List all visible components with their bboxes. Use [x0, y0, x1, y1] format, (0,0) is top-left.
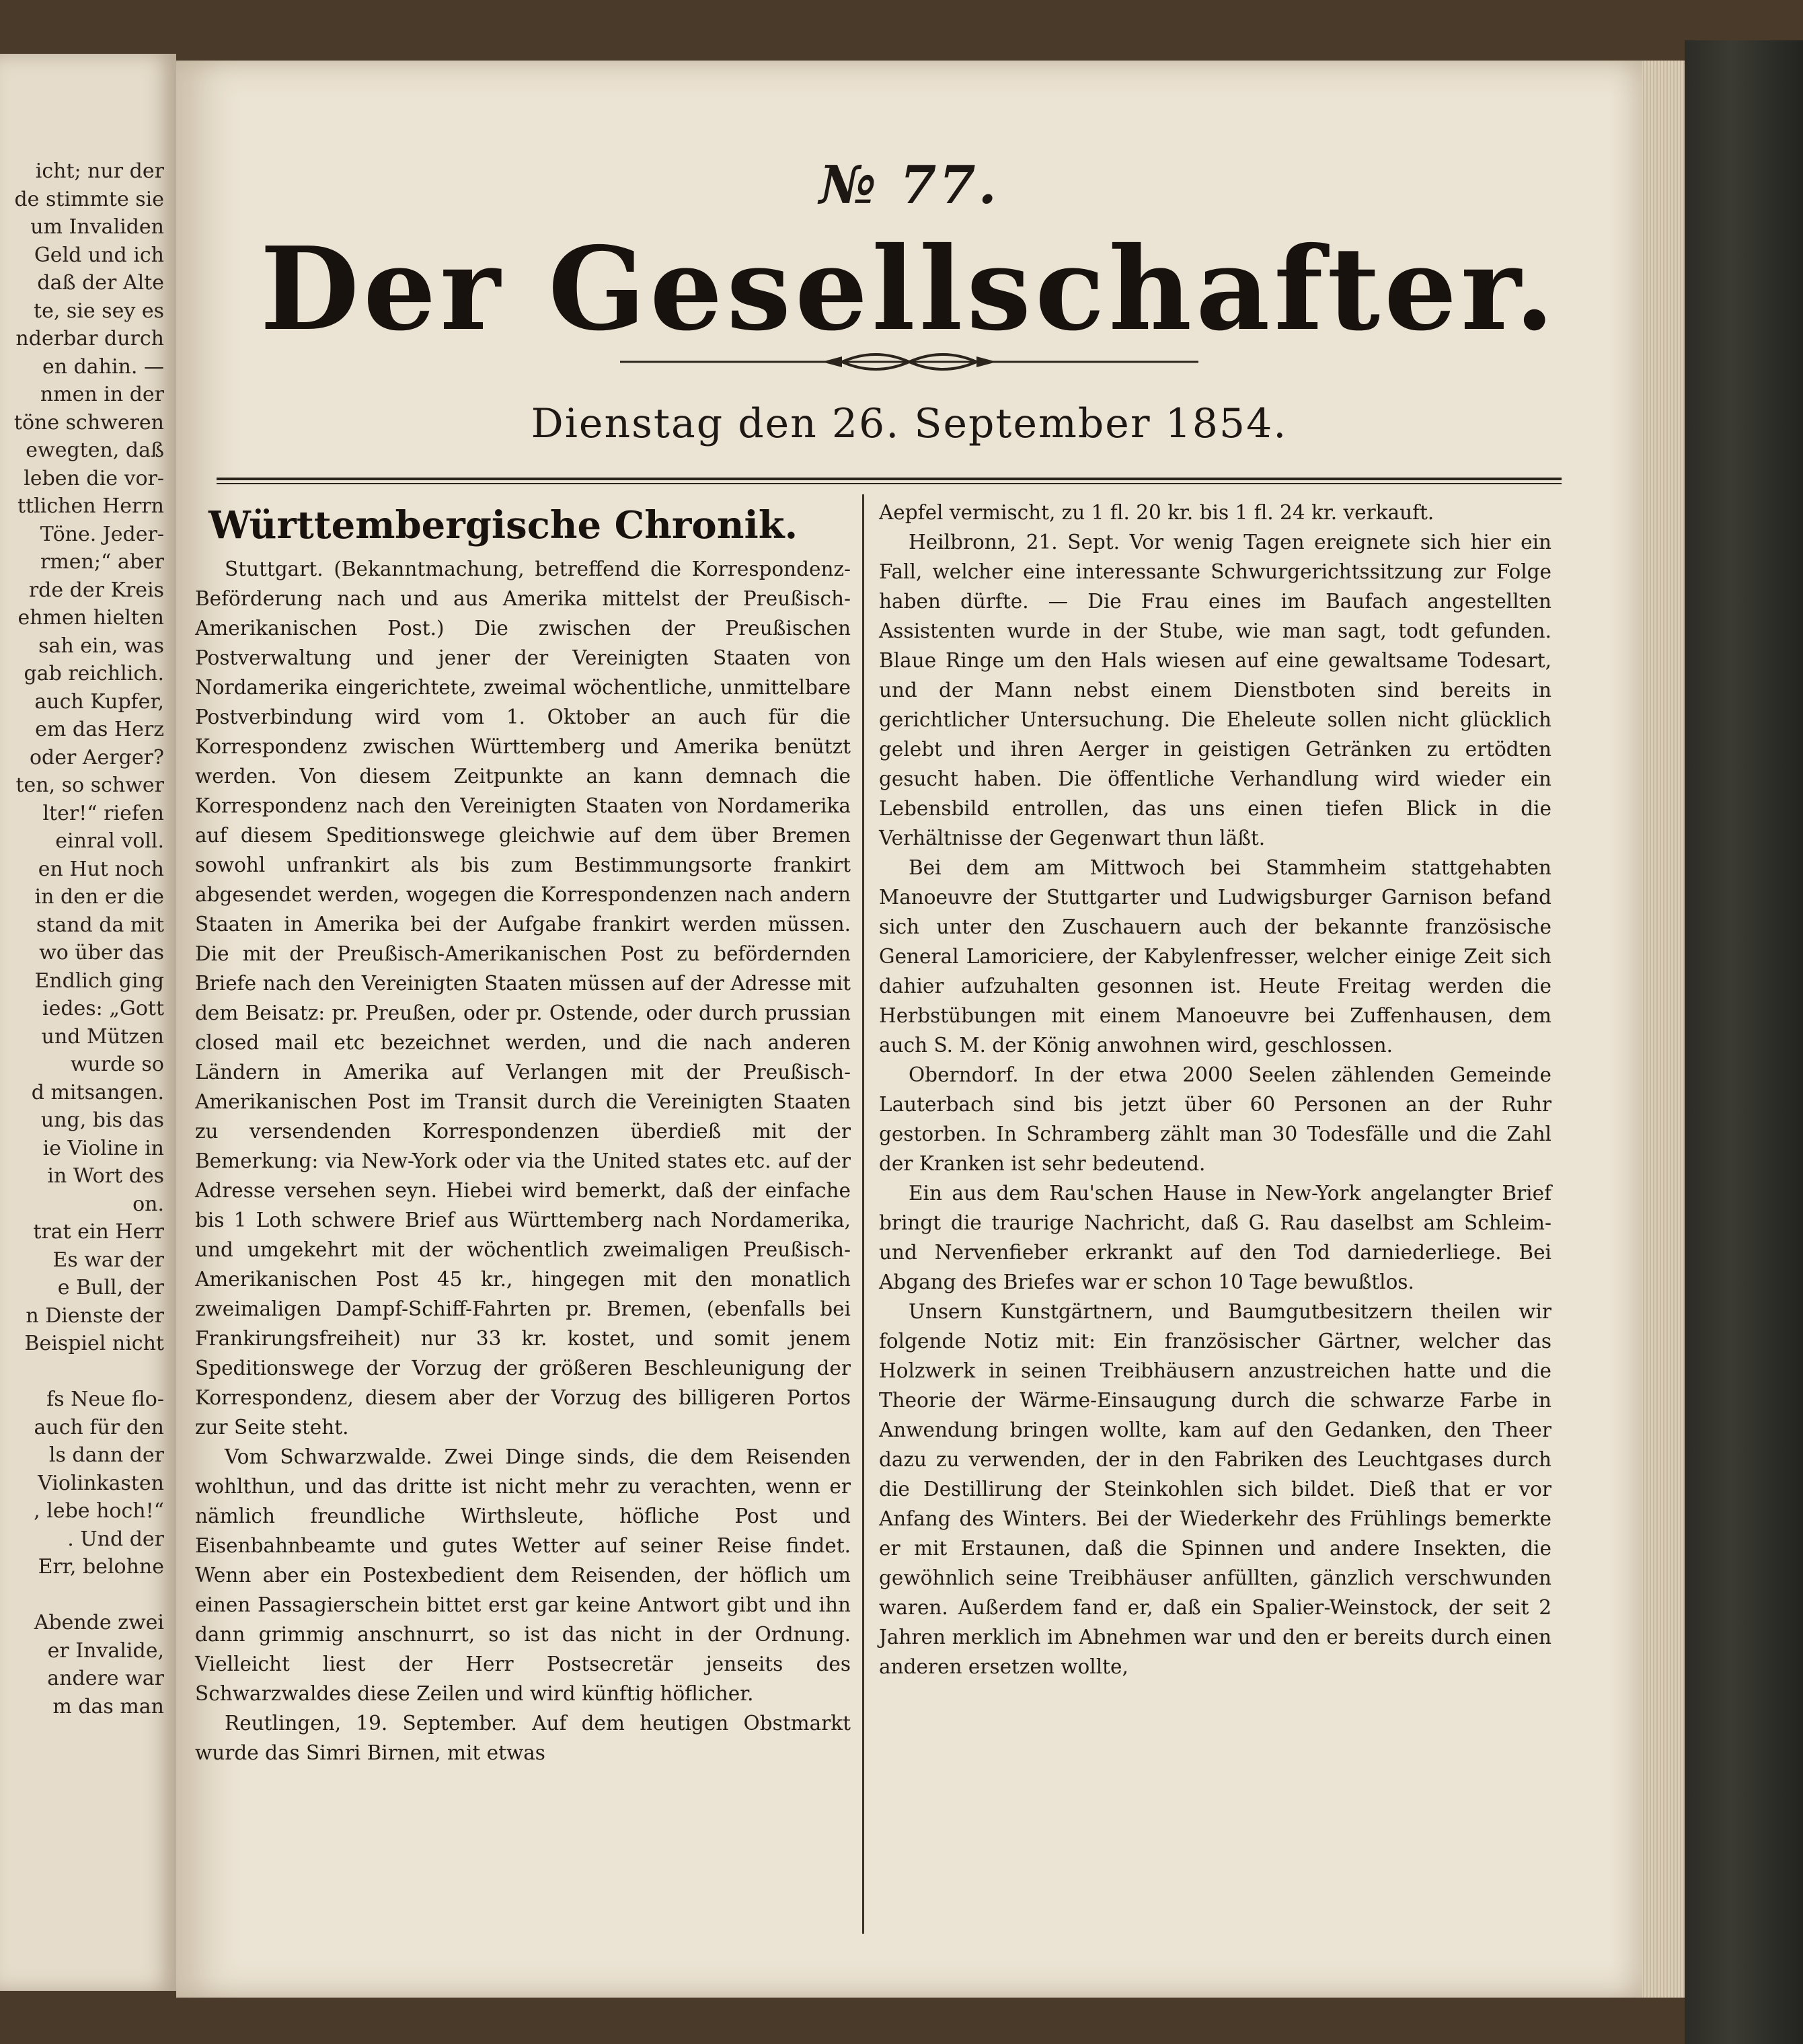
left-page-line: fs Neue flo- — [46, 1388, 164, 1411]
header-rule-thin — [217, 483, 1562, 484]
left-page-line: em das Herz — [35, 718, 164, 741]
left-page-line: ehmen hielten — [17, 606, 164, 630]
left-page-line: on. — [132, 1192, 164, 1216]
left-page-line: Violinkasten — [38, 1471, 164, 1495]
book-cover — [1685, 40, 1803, 2044]
article-reutlingen-cont: Aepfel vermischt, zu 1 fl. 20 kr. bis 1 fl. 24 kr. verkauft. — [879, 501, 1434, 524]
left-page-line: stand da mit — [36, 913, 164, 937]
left-page-line: in den er die — [34, 885, 164, 909]
left-page-line: de stimmte sie — [14, 187, 164, 211]
left-page-line: töne schweren — [13, 410, 164, 434]
article-manoeuvre: Bei dem am Mittwoch bei Stammheim stattgehabten Manoeuvre der Stuttgarter und Ludwigsburger Garnison befand sich unter den Zuschauern auch der bekannte französische General Lamoriciere, der Kabylenfresser, welcher einige Zeit sich dahier aufzuhalten gesonnen ist. Heute Freitag werden die Herbstübungen mit einem Manoeuvre bei Zuffenhausen, dem auch S. M. der König anwohnen wird, geschlossen. — [879, 856, 1551, 1057]
left-page-line: daß der Alte — [37, 271, 164, 295]
left-page-line: andere war — [47, 1667, 164, 1690]
left-page-line: oder Aerger? — [29, 745, 164, 769]
left-column — [195, 498, 851, 1768]
left-page-line: Es war der — [52, 1248, 164, 1272]
left-page-line: ung, bis das — [40, 1108, 164, 1132]
left-page-line: nmen in der — [40, 383, 164, 406]
left-page-line: e Bull, der — [57, 1276, 164, 1299]
left-page-line: in Wort des — [47, 1164, 164, 1188]
previous-page-strip — [0, 54, 176, 1991]
left-page-line: trat ein Herr — [33, 1220, 164, 1244]
header-rule — [217, 478, 1562, 480]
left-page-line: d mitsangen. — [31, 1080, 164, 1104]
left-page-line: ls dann der — [48, 1443, 164, 1467]
left-page-line: auch Kupfer, — [34, 689, 164, 714]
issue-number: № 77. — [819, 155, 999, 216]
section-heading: Württembergische Chronik. — [208, 503, 798, 547]
article-gardeners: Unsern Kunstgärtnern, und Baumgutbesitzern theilen wir folgende Notiz mit: Ein französischer Gärtner, welcher das Holzwerk in seinen Treibhäusern anzustreichen hatte und die Theorie der Wärme-Einsaugung durch die schwarze Farbe in Anwendung bringen wollte, kam auf den Gedanken, den Theer dazu zu verwenden, der in den Fabriken des Leuchtgases durch die Destillirung der Steinkohlen sich bildet. Dieß that er vor Anfang des Winters. Bei der Wiederkehr des Frühlings bemerkte er mit Erstaunen, daß die Spinnen und andere Insekten, die gewöhnlich seine Treibhäuser anfüllten, gänzlich verschwunden waren. Außerdem fand er, daß ein Spalier-Weinstock, der seit 2 Jahren merklich im Abnehmen war und den er bereits durch einen anderen ersetzen wollte, — [879, 1300, 1551, 1678]
left-page-line: iedes: „Gott — [42, 997, 164, 1020]
newspaper-page — [176, 61, 1642, 1998]
left-page-line: um Invaliden — [30, 215, 164, 239]
article-reutlingen: Reutlingen, 19. September. Auf dem heutigen Obstmarkt wurde das Simri Birnen, mit etwas — [195, 1712, 851, 1764]
left-page-line: n Dienste der — [26, 1303, 164, 1328]
newspaper-title: Der Gesellschafter. — [260, 222, 1559, 356]
left-page-line: und Mützen — [41, 1024, 164, 1049]
left-page-line: lter!“ riefen — [42, 801, 164, 825]
left-page-line: ten, so schwer — [15, 773, 164, 797]
left-page-line: te, sie sey es — [34, 299, 164, 323]
left-page-line: rmen;“ aber — [40, 550, 164, 574]
left-page-line: sah ein, was — [38, 634, 164, 658]
left-page-line: rde der Kreis — [28, 578, 164, 602]
left-page-line: Err, belohne — [38, 1555, 164, 1579]
left-page-line: Beispiel nicht — [24, 1332, 164, 1355]
left-page-line: . Und der — [67, 1527, 164, 1551]
left-page-line: Geld und ich — [34, 243, 164, 267]
ornament-divider-icon — [620, 342, 1198, 382]
left-page-line: ewegten, daß — [26, 439, 164, 462]
left-page-line: ttlichen Herrn — [17, 494, 164, 518]
left-page-line: Töne. Jeder- — [40, 522, 164, 546]
left-page-line: er Invalide, — [47, 1638, 164, 1663]
left-page-line: gab reichlich. — [24, 662, 164, 685]
left-page-line: wo über das — [39, 941, 164, 964]
left-page-line: icht; nur der — [35, 159, 164, 183]
left-page-line: nderbar durch — [15, 327, 164, 350]
left-page-line: auch für den — [34, 1415, 164, 1439]
article-stuttgart: Stuttgart. (Bekanntmachung, betreffend die Korrespondenz-Beförderung nach und aus Amerika mittelst der Preußisch-Amerikanischen Post.) Die zwischen der Preußischen Postverwaltung und jener der Vereinigten Staaten von Nordamerika eingerichtete, zweimal wöchentliche, unmittelbare Postverbindung wird vom 1. Oktober an auch für die Korrespondenz zwischen Württemberg und Amerika benützt werden. Von diesem Zeitpunkte an kann demnach die Korrespondenz nach den Vereinigten Staaten von Nordamerika auf diesem Speditionswege gleichwie auf dem über Bremen sowohl unfrankirt als bis zum Bestimmungsorte frankirt abgesendet werden, wogegen die Korrespondenzen nach andern Staaten in Amerika bei der Aufgabe frankirt werden müssen. Die mit der Preußisch-Amerikanischen Post zu befördernden Briefe nach den Vereinigten Staaten müssen auf der Adresse mit dem Beisatz: pr. Preußen, oder pr. Ostende, oder durch prussian closed mail etc bezeichnet werden, und die nach anderen Ländern in Amerika auf Verlangen mit der Preußisch-Amerikanischen Post im Transit durch die Vereinigten Staaten zu versendenden Korrespondenzen überdieß mit der Bemerkung: via New-York oder via the United states etc. auf der Adresse versehen seyn. Hiebei wird bemerkt, daß der einfache bis 1 Loth schwere Brief aus Württemberg nach Nordamerika, und umgekehrt mit der wöchentlich zweimaligen Preußisch-Amerikanischen Post 45 kr., hingegen mit den monatlich zweimaligen Dampf-Schiff-Fahrten pr. Bremen, (ebenfalls bei Frankirungsfreiheit) nur 33 kr. kostet, und somit jenem Speditionswege der Vorzug der größeren Beschleunigung der Korrespondenz, diesem aber der Vorzug des billigeren Portos zur Seite steht. — [195, 558, 851, 1439]
article-heilbronn: Heilbronn, 21. Sept. Vor wenig Tagen ereignete sich hier ein Fall, welcher eine interessante Schwurgerichtssitzung zur Folge haben dürfte. — Die Frau eines im Baufach angestellten Assistenten wurde in der Stube, wie man sagt, todt gefunden. Blaue Ringe um den Hals wiesen auf eine gewaltsame Todesart, und der Mann nebst einem Dienstboten sind bereits in gerichtlicher Untersuchung. Die Eheleute sollen nicht glücklich gelebt und ihren Aerger in geistigen Getränken zu ertödten gesucht haben. Die öffentliche Verhandlung wird wieder ein Lebensbild entrollen, das uns einen tiefen Blick in die Verhältnisse der Gegenwart thun läßt. — [879, 531, 1551, 849]
issue-date: Dienstag den 26. September 1854. — [531, 400, 1288, 447]
article-schwarzwald: Vom Schwarzwalde. Zwei Dinge sinds, die dem Reisenden wohlthun, und das dritte ist nicht mehr zu verachten, wenn er nämlich freundliche Wirthsleute, höfliche Post und Eisenbahnbeamte und gutes Wetter auf seiner Reise findet. Wenn aber ein Postexbedient dem Reisenden, der höflich um einen Passagierschein bittet erst gar keine Antwort gibt und ihn dann grimmig anschnurrt, so ist das nicht in der Ordnung. Vielleicht liest der Herr Postsecretär jenseits des Schwarzwaldes diese Zeilen und wird künftig höflicher. — [195, 1445, 851, 1705]
right-column — [879, 498, 1551, 1681]
left-page-line: einral voll. — [55, 829, 164, 853]
left-page-line: en Hut noch — [38, 857, 164, 881]
article-oberndorf: Oberndorf. In der etwa 2000 Seelen zählenden Gemeinde Lauterbach sind bis jetzt über 60 Personen an der Ruhr gestorben. In Schramberg zählt man 30 Todesfälle und die Zahl der Kranken ist sehr bedeutend. — [879, 1063, 1551, 1175]
left-page-line: Endlich ging — [34, 969, 164, 993]
left-page-line: ie Violine in — [42, 1136, 164, 1160]
left-page-line: m das man — [52, 1694, 164, 1718]
article-new-york: Ein aus dem Rau'schen Hause in New-York angelangter Brief bringt die traurige Nachricht, daß G. Rau daselbst am Schleim- und Nervenfieber erkrankt auf den Tod darniederliege. Bei Abgang des Briefes war er schon 10 Tage bewußtlos. — [879, 1182, 1551, 1293]
left-page-line: en dahin. — — [42, 354, 164, 379]
left-page-line: wurde so — [70, 1053, 164, 1076]
left-page-line: leben die vor- — [24, 466, 164, 490]
left-page-line: , lebe hoch!“ — [34, 1499, 164, 1523]
left-page-line: Abende zwei — [34, 1611, 164, 1634]
column-divider — [862, 494, 864, 1934]
